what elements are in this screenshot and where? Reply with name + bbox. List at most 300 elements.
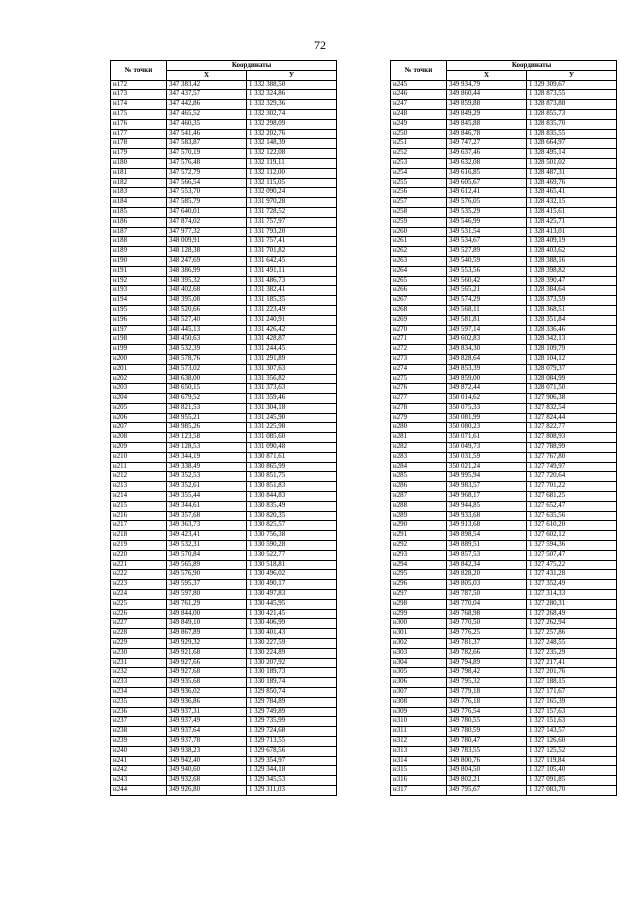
y-coordinate-cell: 1 327 475,22 <box>527 560 617 570</box>
y-coordinate-cell: 1 329 311,03 <box>247 785 337 795</box>
x-coordinate-cell: 347 442,86 <box>167 100 247 110</box>
x-coordinate-cell: 348 532,39 <box>167 345 247 355</box>
y-coordinate-cell: 1 330 871,61 <box>247 452 337 462</box>
y-coordinate-cell: 1 328 390,47 <box>527 276 617 286</box>
point-number-cell: н292 <box>391 541 447 551</box>
x-coordinate-cell: 348 573,02 <box>167 364 247 374</box>
table-row <box>391 678 617 688</box>
y-coordinate-cell: 1 327 352,49 <box>527 580 617 590</box>
point-number-cell: н233 <box>111 678 167 688</box>
x-coordinate-cell: 349 363,73 <box>167 521 247 531</box>
y-coordinate-cell: 1 329 678,56 <box>247 746 337 756</box>
x-coordinate-cell: 349 889,51 <box>447 541 527 551</box>
x-coordinate-cell: 349 845,88 <box>447 119 527 129</box>
x-coordinate-cell: 349 867,89 <box>167 629 247 639</box>
table-row <box>391 305 617 315</box>
y-coordinate-cell: 1 328 432,15 <box>527 198 617 208</box>
point-number-cell: н282 <box>391 443 447 453</box>
x-coordinate-cell: 349 795,67 <box>447 785 527 795</box>
table-row <box>391 688 617 698</box>
table-row <box>391 247 617 257</box>
y-coordinate-cell: 1 328 388,16 <box>527 256 617 266</box>
table-row <box>391 374 617 384</box>
table-row <box>111 413 337 423</box>
point-number-cell: н243 <box>111 776 167 786</box>
table-row <box>111 335 337 345</box>
y-coordinate-cell: 1 327 594,36 <box>527 541 617 551</box>
point-number-cell: н211 <box>111 462 167 472</box>
table-row <box>391 550 617 560</box>
y-coordinate-cell: 1 328 104,12 <box>527 354 617 364</box>
x-coordinate-cell: 347 566,54 <box>167 178 247 188</box>
point-number-cell: н183 <box>111 188 167 198</box>
x-coordinate-cell: 349 798,42 <box>447 668 527 678</box>
table-row <box>391 403 617 413</box>
point-number-cell: н262 <box>391 247 447 257</box>
point-number-cell: н242 <box>111 766 167 776</box>
table-row <box>111 109 337 119</box>
point-number-cell: н264 <box>391 266 447 276</box>
x-coordinate-cell: 349 913,68 <box>447 521 527 531</box>
x-coordinate-cell: 347 640,01 <box>167 207 247 217</box>
y-coordinate-cell: 1 329 784,89 <box>247 697 337 707</box>
x-coordinate-cell: 349 872,44 <box>447 384 527 394</box>
y-coordinate-cell: 1 327 431,28 <box>527 570 617 580</box>
x-coordinate-cell: 348 450,63 <box>167 335 247 345</box>
y-coordinate-cell: 1 330 421,45 <box>247 609 337 619</box>
point-number-cell: н217 <box>111 521 167 531</box>
x-coordinate-cell: 348 638,00 <box>167 374 247 384</box>
y-coordinate-cell: 1 327 906,38 <box>527 394 617 404</box>
y-coordinate-cell: 1 327 507,47 <box>527 550 617 560</box>
y-coordinate-cell: 1 329 345,53 <box>247 776 337 786</box>
table-body-left <box>111 80 337 795</box>
y-coordinate-cell: 1 328 495,14 <box>527 149 617 159</box>
x-coordinate-cell: 349 632,08 <box>447 158 527 168</box>
y-coordinate-cell: 1 327 652,47 <box>527 501 617 511</box>
table-row <box>111 90 337 100</box>
x-coordinate-cell: 349 849,29 <box>447 109 527 119</box>
x-coordinate-cell: 349 352,61 <box>167 482 247 492</box>
table-row <box>391 266 617 276</box>
x-coordinate-cell: 348 386,99 <box>167 266 247 276</box>
x-coordinate-cell: 347 437,57 <box>167 90 247 100</box>
point-number-cell: н257 <box>391 198 447 208</box>
x-coordinate-cell: 349 576,90 <box>167 570 247 580</box>
y-coordinate-cell: 1 328 084,99 <box>527 374 617 384</box>
point-number-cell: н311 <box>391 727 447 737</box>
point-number-cell: н244 <box>111 785 167 795</box>
y-coordinate-cell: 1 327 126,60 <box>527 736 617 746</box>
point-number-cell: н189 <box>111 247 167 257</box>
x-coordinate-cell: 349 857,53 <box>447 550 527 560</box>
x-coordinate-cell: 349 938,23 <box>167 746 247 756</box>
x-coordinate-cell: 349 123,58 <box>167 433 247 443</box>
table-row <box>111 756 337 766</box>
x-coordinate-cell: 348 679,52 <box>167 394 247 404</box>
point-number-cell: н271 <box>391 335 447 345</box>
table-row <box>391 335 617 345</box>
table-row <box>391 413 617 423</box>
table-row <box>391 119 617 129</box>
x-coordinate-cell: 350 021,24 <box>447 462 527 472</box>
x-coordinate-cell: 349 597,14 <box>447 325 527 335</box>
x-coordinate-cell: 350 014,62 <box>447 394 527 404</box>
point-number-cell: н238 <box>111 727 167 737</box>
table-row <box>391 580 617 590</box>
x-coordinate-cell: 350 080,23 <box>447 423 527 433</box>
x-coordinate-cell: 348 578,76 <box>167 354 247 364</box>
table-row <box>111 178 337 188</box>
x-coordinate-cell: 350 071,61 <box>447 433 527 443</box>
x-coordinate-cell: 347 576,48 <box>167 158 247 168</box>
table-row <box>391 756 617 766</box>
x-coordinate-cell: 348 128,38 <box>167 247 247 257</box>
point-number-cell: н275 <box>391 374 447 384</box>
table-row <box>111 354 337 364</box>
point-number-cell: н224 <box>111 590 167 600</box>
y-coordinate-cell: 1 328 415,61 <box>527 207 617 217</box>
y-coordinate-cell: 1 330 756,38 <box>247 531 337 541</box>
y-coordinate-cell: 1 331 373,63 <box>247 384 337 394</box>
y-coordinate-cell: 1 327 083,70 <box>527 785 617 795</box>
y-coordinate-cell: 1 332 148,39 <box>247 139 337 149</box>
table-row <box>391 80 617 90</box>
x-coordinate-cell: 348 395,08 <box>167 296 247 306</box>
point-number-cell: н256 <box>391 188 447 198</box>
y-coordinate-cell: 1 327 217,41 <box>527 658 617 668</box>
table-row <box>111 746 337 756</box>
y-coordinate-cell: 1 327 235,29 <box>527 648 617 658</box>
table-row <box>111 266 337 276</box>
y-coordinate-cell: 1 328 384,64 <box>527 286 617 296</box>
x-coordinate-cell: 349 128,53 <box>167 443 247 453</box>
point-number-cell: н210 <box>111 452 167 462</box>
y-coordinate-cell: 1 331 486,73 <box>247 276 337 286</box>
point-number-cell: н219 <box>111 541 167 551</box>
point-number-cell: н265 <box>391 276 447 286</box>
x-coordinate-cell: 350 049,73 <box>447 443 527 453</box>
table-row <box>111 433 337 443</box>
x-coordinate-cell: 350 075,33 <box>447 403 527 413</box>
point-number-cell: н173 <box>111 90 167 100</box>
table-row <box>391 560 617 570</box>
point-number-cell: н272 <box>391 345 447 355</box>
table-row <box>391 570 617 580</box>
y-coordinate-cell: 1 328 501,02 <box>527 158 617 168</box>
point-number-cell: н247 <box>391 100 447 110</box>
point-number-cell: н285 <box>391 472 447 482</box>
table-row <box>391 541 617 551</box>
x-coordinate-cell: 350 081,99 <box>447 413 527 423</box>
point-number-cell: н300 <box>391 619 447 629</box>
table-row <box>391 158 617 168</box>
x-coordinate-cell: 349 768,98 <box>447 609 527 619</box>
point-number-cell: н218 <box>111 531 167 541</box>
point-number-cell: н307 <box>391 688 447 698</box>
y-coordinate-cell: 1 331 291,89 <box>247 354 337 364</box>
y-coordinate-cell: 1 328 373,59 <box>527 296 617 306</box>
y-coordinate-cell: 1 328 465,41 <box>527 188 617 198</box>
point-number-cell: н270 <box>391 325 447 335</box>
point-number-cell: н263 <box>391 256 447 266</box>
point-number-cell: н176 <box>111 119 167 129</box>
table-row <box>111 648 337 658</box>
page-number: 72 <box>314 38 326 52</box>
y-coordinate-cell: 1 327 701,22 <box>527 482 617 492</box>
x-coordinate-cell: 349 747,27 <box>447 139 527 149</box>
point-number-cell: н240 <box>111 746 167 756</box>
point-number-cell: н301 <box>391 629 447 639</box>
table-row <box>391 443 617 453</box>
y-coordinate-cell: 1 331 701,82 <box>247 247 337 257</box>
table-row <box>391 129 617 139</box>
table-row <box>391 668 617 678</box>
table-row <box>111 531 337 541</box>
point-number-cell: н200 <box>111 354 167 364</box>
point-number-cell: н201 <box>111 364 167 374</box>
y-coordinate-cell: 1 331 244,45 <box>247 345 337 355</box>
point-number-cell: н202 <box>111 374 167 384</box>
table-row <box>111 394 337 404</box>
table-row <box>391 609 617 619</box>
table-row <box>111 590 337 600</box>
point-number-cell: н259 <box>391 217 447 227</box>
y-coordinate-cell: 1 327 808,93 <box>527 433 617 443</box>
x-coordinate-cell: 349 795,32 <box>447 678 527 688</box>
point-number-cell: н226 <box>111 609 167 619</box>
table-row <box>391 521 617 531</box>
y-coordinate-cell: 1 332 324,86 <box>247 90 337 100</box>
x-coordinate-cell: 349 770,50 <box>447 619 527 629</box>
y-coordinate-cell: 1 327 822,77 <box>527 423 617 433</box>
y-coordinate-cell: 1 330 490,17 <box>247 580 337 590</box>
y-coordinate-cell: 1 330 825,57 <box>247 521 337 531</box>
table-row <box>111 207 337 217</box>
point-number-cell: н196 <box>111 315 167 325</box>
table-row <box>111 443 337 453</box>
header-x: X <box>447 70 527 80</box>
x-coordinate-cell: 349 898,54 <box>447 531 527 541</box>
point-number-cell: н286 <box>391 482 447 492</box>
x-coordinate-cell: 349 602,83 <box>447 335 527 345</box>
point-number-cell: н299 <box>391 609 447 619</box>
table-row <box>391 286 617 296</box>
x-coordinate-cell: 349 546,99 <box>447 217 527 227</box>
y-coordinate-cell: 1 327 143,57 <box>527 727 617 737</box>
y-coordinate-cell: 1 328 469,76 <box>527 178 617 188</box>
table-row <box>391 619 617 629</box>
x-coordinate-cell: 349 338,49 <box>167 462 247 472</box>
y-coordinate-cell: 1 332 090,24 <box>247 188 337 198</box>
table-row <box>391 531 617 541</box>
table-row <box>111 403 337 413</box>
point-number-cell: н252 <box>391 149 447 159</box>
y-coordinate-cell: 1 327 610,20 <box>527 521 617 531</box>
table-row <box>111 639 337 649</box>
y-coordinate-cell: 1 328 873,88 <box>527 100 617 110</box>
y-coordinate-cell: 1 332 329,36 <box>247 100 337 110</box>
point-number-cell: н174 <box>111 100 167 110</box>
point-number-cell: н205 <box>111 403 167 413</box>
y-coordinate-cell: 1 331 793,20 <box>247 227 337 237</box>
x-coordinate-cell: 349 565,89 <box>167 560 247 570</box>
table-row <box>111 247 337 257</box>
x-coordinate-cell: 349 780,47 <box>447 736 527 746</box>
x-coordinate-cell: 347 977,32 <box>167 227 247 237</box>
y-coordinate-cell: 1 327 268,49 <box>527 609 617 619</box>
y-coordinate-cell: 1 327 257,86 <box>527 629 617 639</box>
x-coordinate-cell: 349 344,19 <box>167 452 247 462</box>
y-coordinate-cell: 1 328 336,46 <box>527 325 617 335</box>
x-coordinate-cell: 349 936,02 <box>167 688 247 698</box>
point-number-cell: н221 <box>111 560 167 570</box>
point-number-cell: н305 <box>391 668 447 678</box>
y-coordinate-cell: 1 329 850,74 <box>247 688 337 698</box>
x-coordinate-cell: 349 595,37 <box>167 580 247 590</box>
point-number-cell: н308 <box>391 697 447 707</box>
point-number-cell: н199 <box>111 345 167 355</box>
point-number-cell: н313 <box>391 746 447 756</box>
x-coordinate-cell: 349 612,41 <box>447 188 527 198</box>
point-number-cell: н281 <box>391 433 447 443</box>
point-number-cell: н312 <box>391 736 447 746</box>
y-coordinate-cell: 1 330 224,89 <box>247 648 337 658</box>
table-row <box>111 570 337 580</box>
point-number-cell: н215 <box>111 501 167 511</box>
y-coordinate-cell: 1 331 491,11 <box>247 266 337 276</box>
point-number-cell: н296 <box>391 580 447 590</box>
point-number-cell: н197 <box>111 325 167 335</box>
y-coordinate-cell: 1 331 245,90 <box>247 413 337 423</box>
x-coordinate-cell: 349 783,55 <box>447 746 527 756</box>
y-coordinate-cell: 1 331 757,41 <box>247 237 337 247</box>
x-coordinate-cell: 349 565,21 <box>447 286 527 296</box>
table-row <box>111 296 337 306</box>
table-row <box>391 697 617 707</box>
x-coordinate-cell: 349 781,37 <box>447 639 527 649</box>
point-number-cell: н284 <box>391 462 447 472</box>
table-row <box>111 599 337 609</box>
point-number-cell: н253 <box>391 158 447 168</box>
point-number-cell: н280 <box>391 423 447 433</box>
y-coordinate-cell: 1 332 302,74 <box>247 109 337 119</box>
x-coordinate-cell: 349 800,76 <box>447 756 527 766</box>
y-coordinate-cell: 1 327 602,12 <box>527 531 617 541</box>
x-coordinate-cell: 347 541,46 <box>167 129 247 139</box>
table-row <box>111 198 337 208</box>
point-number-cell: н181 <box>111 168 167 178</box>
point-number-cell: н193 <box>111 286 167 296</box>
x-coordinate-cell: 348 985,26 <box>167 423 247 433</box>
x-coordinate-cell: 349 828,64 <box>447 354 527 364</box>
table-row <box>391 599 617 609</box>
table-row <box>391 178 617 188</box>
table-row <box>391 746 617 756</box>
y-coordinate-cell: 1 327 201,76 <box>527 668 617 678</box>
point-number-cell: н294 <box>391 560 447 570</box>
x-coordinate-cell: 349 932,68 <box>167 776 247 786</box>
point-number-cell: н295 <box>391 570 447 580</box>
y-coordinate-cell: 1 327 824,44 <box>527 413 617 423</box>
x-coordinate-cell: 349 983,57 <box>447 482 527 492</box>
point-number-cell: н223 <box>111 580 167 590</box>
y-coordinate-cell: 1 329 735,99 <box>247 717 337 727</box>
table-row <box>391 462 617 472</box>
point-number-cell: н190 <box>111 256 167 266</box>
y-coordinate-cell: 1 329 749,89 <box>247 707 337 717</box>
table-row <box>111 609 337 619</box>
y-coordinate-cell: 1 330 820,35 <box>247 511 337 521</box>
table-row <box>391 639 617 649</box>
point-number-cell: н177 <box>111 129 167 139</box>
table-row <box>391 736 617 746</box>
x-coordinate-cell: 349 776,54 <box>447 707 527 717</box>
table-row <box>391 776 617 786</box>
point-number-cell: н229 <box>111 639 167 649</box>
y-coordinate-cell: 1 328 835,70 <box>527 119 617 129</box>
table-row <box>111 501 337 511</box>
x-coordinate-cell: 349 616,85 <box>447 168 527 178</box>
y-coordinate-cell: 1 328 342,13 <box>527 335 617 345</box>
y-coordinate-cell: 1 330 406,99 <box>247 619 337 629</box>
table-row <box>391 766 617 776</box>
y-coordinate-cell: 1 327 165,39 <box>527 697 617 707</box>
table-row <box>391 785 617 795</box>
header-x: X <box>167 70 247 80</box>
x-coordinate-cell: 349 804,50 <box>447 766 527 776</box>
table-row <box>111 80 337 90</box>
point-number-cell: н186 <box>111 217 167 227</box>
table-row <box>111 717 337 727</box>
y-coordinate-cell: 1 332 119,11 <box>247 158 337 168</box>
x-coordinate-cell: 349 576,05 <box>447 198 527 208</box>
point-number-cell: н249 <box>391 119 447 129</box>
table-row <box>111 119 337 129</box>
point-number-cell: н216 <box>111 511 167 521</box>
table-row <box>111 149 337 159</box>
y-coordinate-cell: 1 331 240,91 <box>247 315 337 325</box>
y-coordinate-cell: 1 330 851,83 <box>247 482 337 492</box>
point-number-cell: н269 <box>391 315 447 325</box>
table-row <box>111 227 337 237</box>
table-row <box>391 658 617 668</box>
table-row <box>111 237 337 247</box>
table-row <box>111 129 337 139</box>
table-row <box>111 462 337 472</box>
table-row <box>111 678 337 688</box>
point-number-cell: н283 <box>391 452 447 462</box>
y-coordinate-cell: 1 327 105,40 <box>527 766 617 776</box>
table-row <box>391 717 617 727</box>
x-coordinate-cell: 349 540,59 <box>447 256 527 266</box>
table-row <box>391 423 617 433</box>
point-number-cell: н175 <box>111 109 167 119</box>
point-number-cell: н306 <box>391 678 447 688</box>
table-row <box>111 158 337 168</box>
point-number-cell: н277 <box>391 394 447 404</box>
point-number-cell: н214 <box>111 492 167 502</box>
y-coordinate-cell: 1 330 590,28 <box>247 541 337 551</box>
x-coordinate-cell: 349 859,00 <box>447 374 527 384</box>
table-row <box>111 668 337 678</box>
x-coordinate-cell: 349 776,18 <box>447 697 527 707</box>
header-y: У <box>527 70 617 80</box>
x-coordinate-cell: 349 937,78 <box>167 736 247 746</box>
point-number-cell: н232 <box>111 668 167 678</box>
table-row <box>111 256 337 266</box>
x-coordinate-cell: 347 583,87 <box>167 139 247 149</box>
